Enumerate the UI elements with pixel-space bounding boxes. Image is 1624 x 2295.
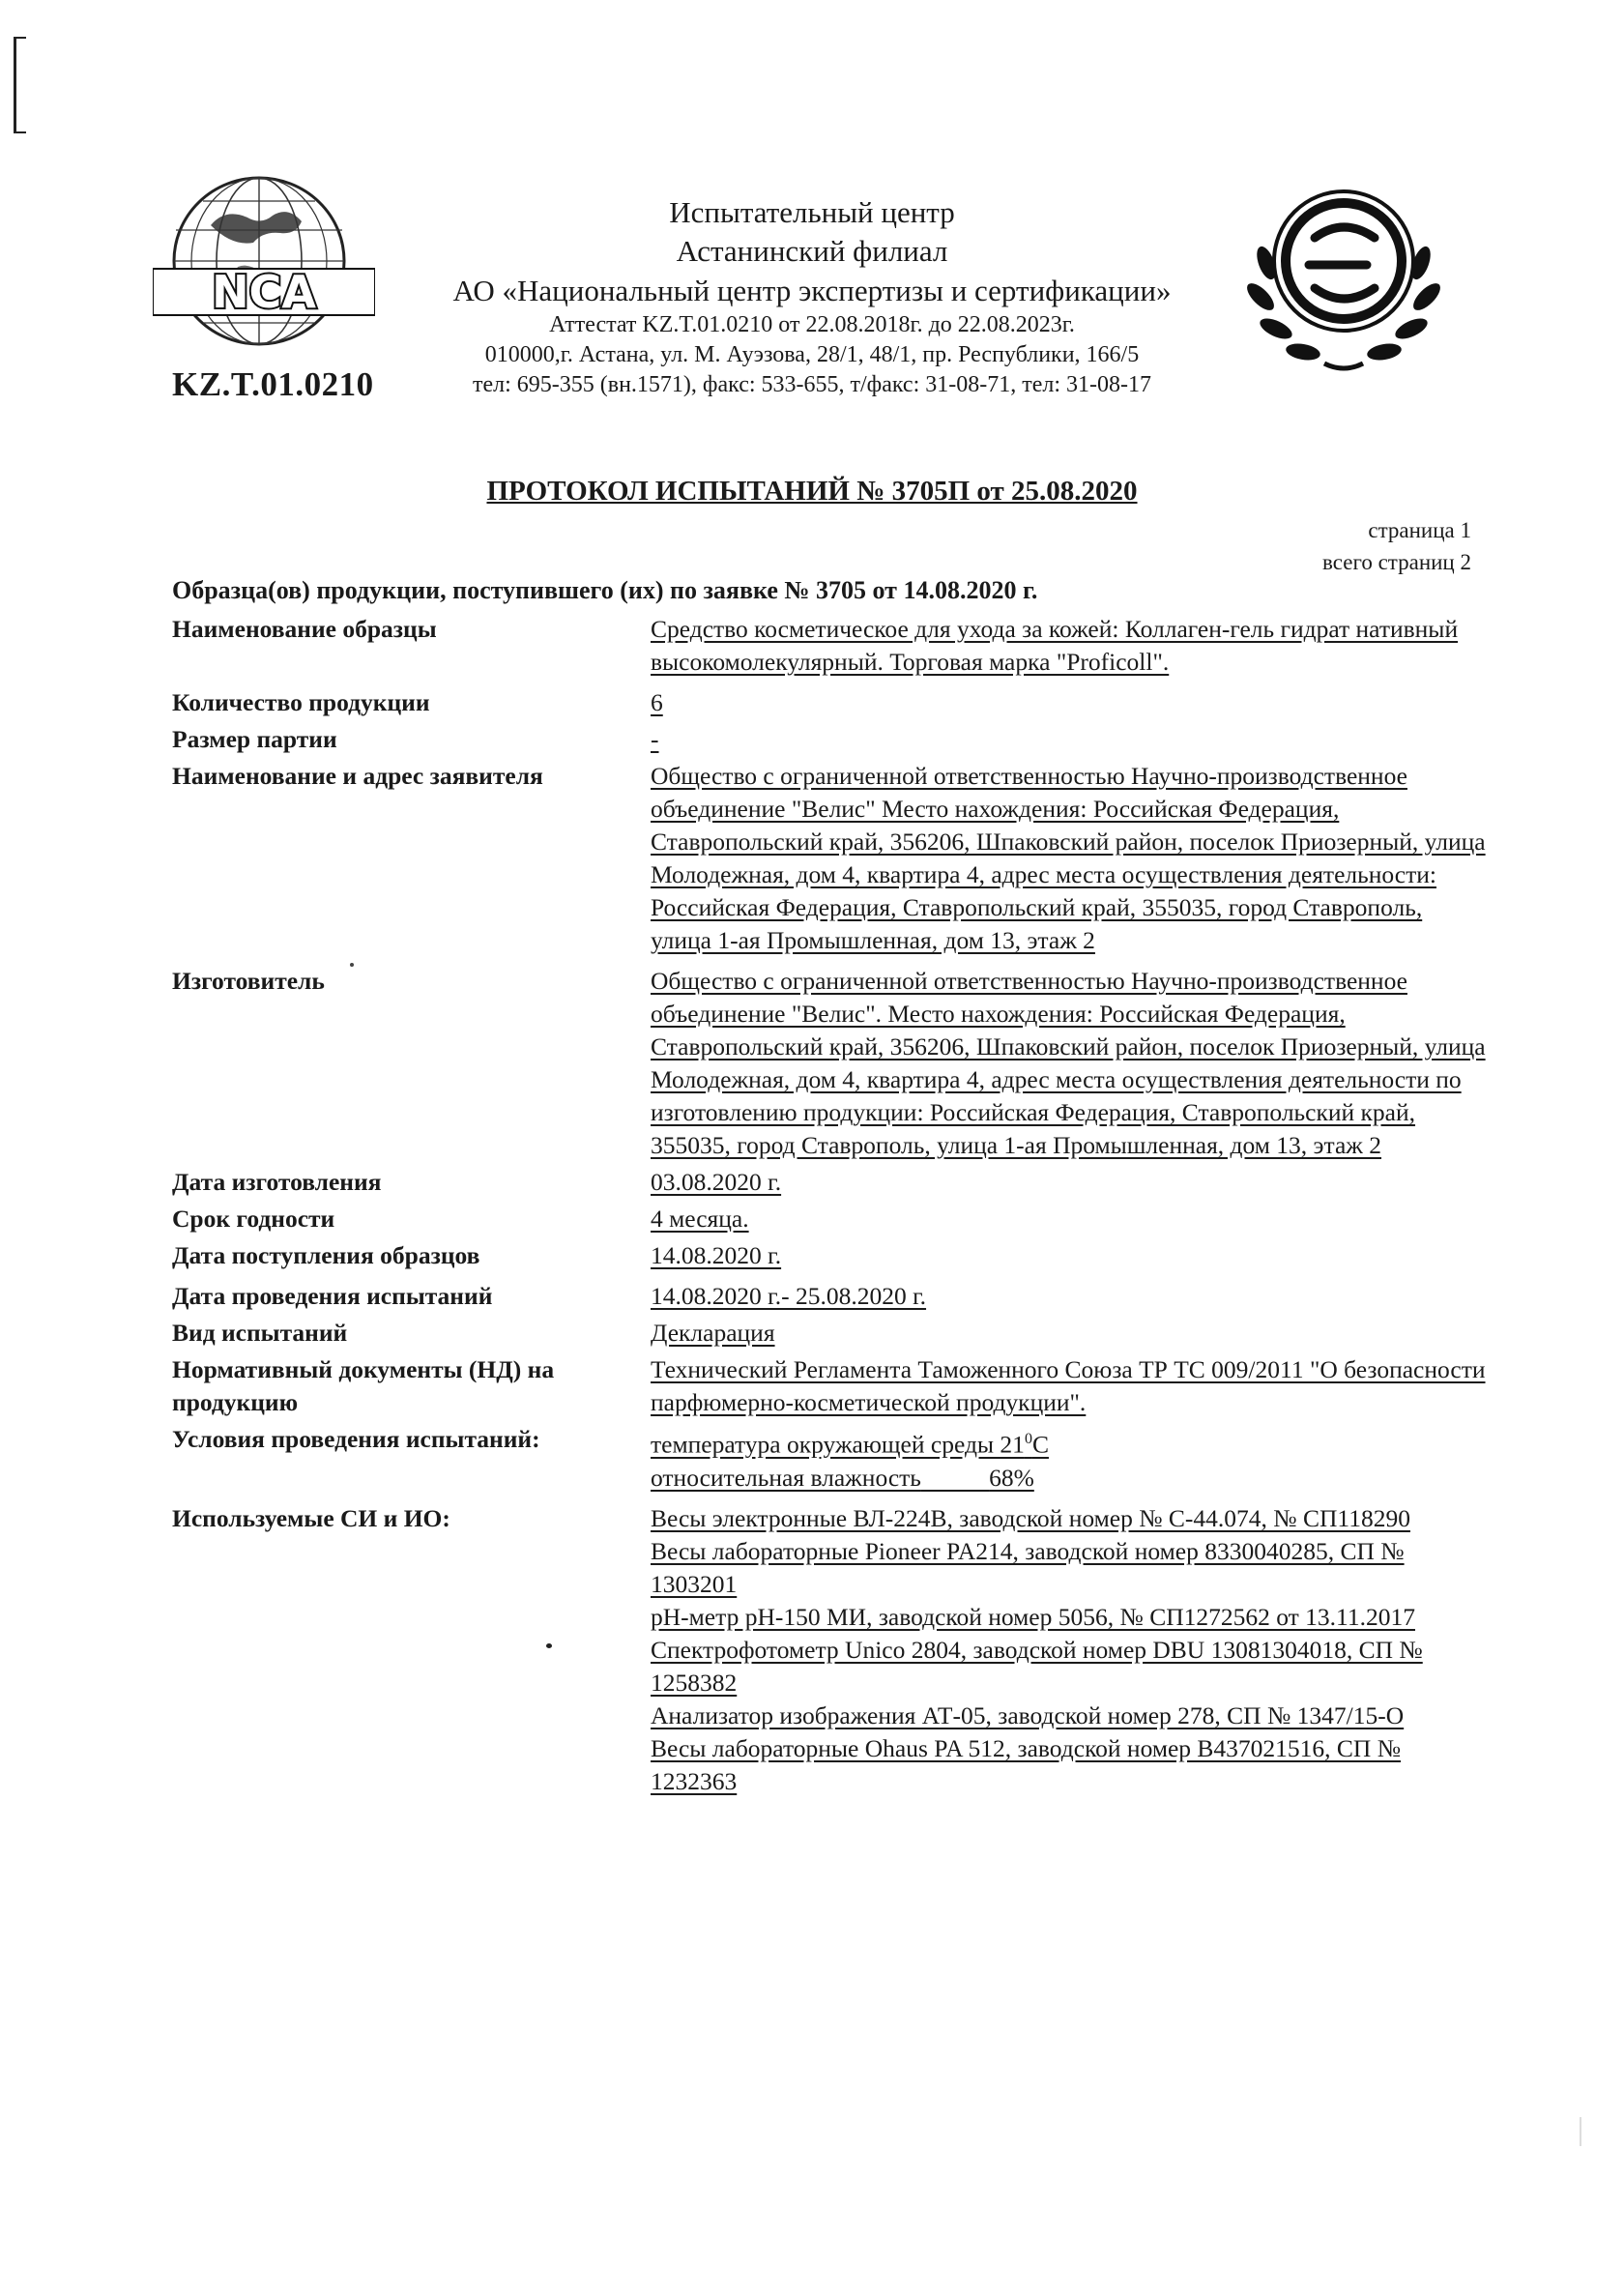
instrument-item: Анализатор изображения АТ-05, заводской номер 278, СП № 1347/15-О: [651, 1700, 1405, 1729]
header-line-2: Астанинский филиал: [676, 234, 948, 269]
header-line-3: АО «Национальный центр экспертизы и сертификации»: [452, 273, 1172, 307]
conditions-value: [651, 1419, 1487, 1495]
field-receipt-date: [172, 1235, 1487, 1272]
temperature-text: температура окружающей среды 21: [651, 1430, 1025, 1459]
field-test-type: [172, 1313, 1487, 1350]
field-label: Количество продукции: [172, 688, 430, 716]
field-value: Декларация: [651, 1319, 775, 1347]
field-manufacturer: [172, 961, 1487, 1162]
humidity-text: относительная влажность: [651, 1463, 921, 1492]
org-header: [406, 193, 1218, 400]
scan-edge-mark: [14, 37, 26, 133]
field-value: 14.08.2020 г.- 25.08.2020 г.: [651, 1282, 927, 1310]
field-label: Условия проведения испытаний:: [172, 1425, 540, 1453]
temperature-line: [651, 1423, 1487, 1462]
logo-text: NCA: [212, 266, 316, 318]
field-label: Наименование и адрес заявителя: [172, 762, 543, 790]
instrument-item: Весы электронные ВЛ-224В, заводской номер № С-44.074, № СП118290: [651, 1503, 1410, 1532]
request-line: Образца(ов) продукции, поступившего (их) по заявке № 3705 от 14.08.2020 г.: [172, 576, 1038, 604]
scan-speck: [1580, 2117, 1581, 2146]
protocol-fields: [172, 609, 1487, 1798]
field-label: Используемые СИ и ИО:: [172, 1503, 450, 1532]
field-label: Вид испытаний: [172, 1319, 348, 1347]
field-manufacture-date: [172, 1162, 1487, 1199]
field-label: Размер партии: [172, 725, 337, 753]
field-quantity: [172, 683, 1487, 719]
field-label: Срок годности: [172, 1205, 335, 1233]
field-conditions: [172, 1419, 1487, 1495]
instrument-item: pH-метр pH-150 МИ, заводской номер 5056, № СП1272562 от 13.11.2017: [651, 1602, 1415, 1631]
field-value: -: [651, 725, 659, 753]
field-value: Общество с ограниченной ответственностью Научно-производственное объединение "Велис" Место нахождения: Российская Федерация, Ставропольский край, 356206, Шпаковский район, поселок Приозерный, улица Молодежная, дом 4, квартира 4, адрес места осуществления деятельности: Российская Федерация, Ставропольский край, 355035, город Ставрополь, улица 1-ая Промышленная, дом 13, этаж 2: [651, 762, 1486, 954]
field-value: 14.08.2020 г.: [651, 1241, 782, 1269]
globe-icon: [153, 172, 375, 356]
instrument-item: Весы лабораторные Pioneer PA214, заводской номер 8330040285, СП № 1303201: [651, 1536, 1405, 1598]
field-sample-name: [172, 609, 1487, 679]
field-value: 4 месяца.: [651, 1205, 749, 1233]
header-line-5: 010000,г. Астана, ул. М. Ауэзова, 28/1, 48/1, пр. Республики, 166/5: [484, 342, 1140, 368]
field-value: 03.08.2020 г.: [651, 1168, 782, 1196]
field-label: Наименование образцы: [172, 615, 437, 643]
page-number: страница 1: [1368, 518, 1471, 542]
instrument-item: Спектрофотометр Unico 2804, заводской номер DBU 13081304018, СП № 1258382: [651, 1635, 1423, 1697]
field-label: Изготовитель: [172, 967, 325, 995]
field-value: 6: [651, 688, 663, 716]
field-label: Дата поступления образцов: [172, 1241, 480, 1269]
field-test-dates: [172, 1276, 1487, 1313]
nca-logo: [153, 172, 385, 414]
header-line-6: тел: 695-355 (вн.1571), факс: 533-655, т/факс: 31-08-71, тел: 31-08-17: [472, 372, 1151, 398]
cert-code: KZ.T.01.0210: [172, 365, 374, 403]
field-label: Нормативный документы (НД) на продукцию: [172, 1355, 555, 1416]
field-value: Технический Регламента Таможенного Союза ТР ТС 009/2011 "О безопасности парфюмерно-косметической продукции".: [651, 1355, 1486, 1416]
field-normative-docs: [172, 1350, 1487, 1419]
field-applicant: [172, 756, 1487, 957]
field-label: Дата изготовления: [172, 1168, 382, 1196]
certification-emblem: [1228, 157, 1460, 389]
instrument-list: [651, 1498, 1487, 1798]
protocol-title: ПРОТОКОЛ ИСПЫТАНИЙ № 3705П от 25.08.2020: [486, 476, 1138, 507]
temperature-unit: С: [1031, 1430, 1049, 1459]
temperature-degree: 0: [1024, 1431, 1032, 1447]
scan-speck: [350, 963, 354, 967]
instrument-item: Весы лабораторные Ohaus PA 512, заводской номер B437021516, СП № 1232363: [651, 1733, 1402, 1795]
field-batch-size: [172, 719, 1487, 756]
scan-speck: [546, 1643, 552, 1648]
field-shelf-life: [172, 1199, 1487, 1235]
header-line-4: Аттестат KZ.T.01.0210 от 22.08.2018г. до 22.08.2023г.: [549, 311, 1075, 337]
emblem-icon: [1228, 157, 1460, 389]
field-label: Дата проведения испытаний: [172, 1282, 493, 1310]
page-info: [1322, 514, 1471, 579]
page-total: всего страниц 2: [1322, 550, 1471, 575]
field-value: Общество с ограниченной ответственностью Научно-производственное объединение "Велис". Место нахождения: Российская Федерация, Ставропольский край, 356206, Шпаковский район, поселок Приозерный, улица Молодежная, дом 4, квартира 4, адрес места осуществления деятельности по изготовлению продукции: Российская Федерация, Ставропольский край, 355035, город Ставрополь, улица 1-ая Промышленная, дом 13, этаж 2: [651, 967, 1486, 1159]
humidity-line: [651, 1462, 1487, 1495]
humidity-value: 68%: [989, 1463, 1034, 1492]
header-line-1: Испытательный центр: [669, 195, 955, 229]
field-value: Средство косметическое для ухода за кожей: Коллаген-гель гидрат нативный высокомолекулярный. Торговая марка "Proficoll".: [651, 615, 1459, 676]
field-instruments: [172, 1498, 1487, 1798]
